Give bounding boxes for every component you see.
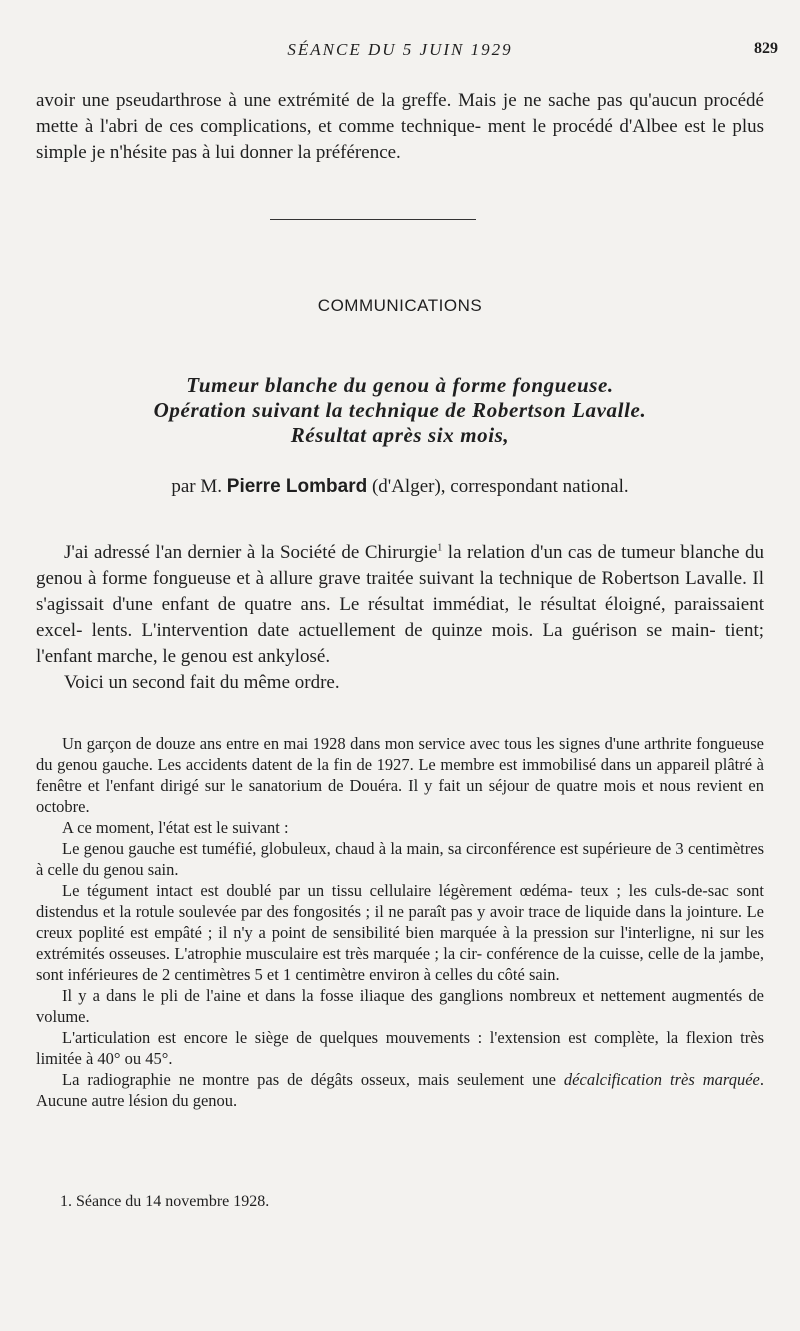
section-divider [270, 219, 476, 220]
article-title [0, 373, 800, 448]
running-head [0, 40, 800, 66]
section-title: COMMUNICATIONS [317, 296, 483, 315]
case-paragraph-7 [36, 1069, 764, 1111]
case-p7-before: La radiographie ne montre pas de dégâts osseux, mais seulement une [62, 1070, 564, 1089]
article-title-line-2: Opération suivant la technique de Robertson Lavalle. [153, 398, 647, 422]
byline [0, 476, 800, 498]
case-p7-italic: décalcification très marquée [563, 1070, 760, 1089]
page-number: 829 [754, 40, 778, 57]
case-paragraph-3: Le genou gauche est tuméfié, globuleux, chaud à la main, sa circonférence est supérieure de 3 centimètres à celle du genou sain. [36, 839, 764, 879]
case-paragraph-1: Un garçon de douze ans entre en mai 1928 dans mon service avec tous les signes d'une arthrite fongueuse du genou gauche. Les accidents datent de la fin de 1927. Le membre est immobilisé dans un appareil plâtré à fenêtre et l'enfant dirigé sur le sanatorium de Douéra. Il y fait un séjour de quatre mois et nous revient en octobre. [36, 734, 764, 816]
footnote: 1. Séance du 14 novembre 1928. [60, 1193, 270, 1210]
continuation-paragraph: avoir une pseudarthrose à une extrémité de la greffe. Mais je ne sache pas qu'aucun procédé mette à l'abri de ces complications, et comme technique- ment le procédé d'Albee est le plus simple je n'hésite pas à lui donner la préférence. [36, 90, 764, 163]
intro-section [36, 540, 764, 696]
case-p7-after: . Aucune autre lésion du genou. [36, 1070, 765, 1110]
case-paragraph-2: A ce moment, l'état est le suivant : [62, 818, 289, 837]
intro-text-after-note: la relation d'un cas de tumeur blanche du genou à forme fongueuse et à allure grave traitée suivant la technique de Robertson Lavalle. Il s'agissait d'une enfant de quatre ans. Le résultat immédiat, le résultat éloigné, paraissaient excel- lents. L'intervention date actuellement de quinze mois. La guérison se main- tient; l'enfant marche, le genou est ankylosé. [36, 542, 764, 667]
intro-text-before-note: J'ai adressé l'an dernier à la Société de Chirurgie [64, 542, 438, 563]
case-paragraph-6: L'articulation est encore le siège de quelques mouvements : l'extension est complète, la flexion très limitée à 40° ou 45°. [36, 1028, 764, 1068]
case-paragraph-5: Il y a dans le pli de l'aine et dans la fosse iliaque des ganglions nombreux et nettement augmentés de volume. [36, 986, 764, 1026]
footnote-reference: 1 [437, 542, 443, 554]
intro-paragraph-1 [36, 540, 764, 670]
article-title-line-3: Résultat après six mois, [290, 423, 510, 447]
intro-paragraph-2: Voici un second fait du même ordre. [64, 672, 340, 693]
running-head-title: SÉANCE DU 5 JUIN 1929 [287, 40, 513, 59]
case-report [36, 733, 764, 1111]
byline-prefix: par M. [171, 476, 223, 497]
case-paragraph-4: Le tégument intact est doublé par un tissu cellulaire légèrement œdéma- teux ; les culs-de-sac sont distendus et la rotule soulevée par des fongosités ; il ne paraît pas y avoir trace de liquide dans la jointure. Le creux poplité est empâté ; il n'y a point de sensibilité bien marquée à la pression sur l'interligne, ni sur les extrémités osseuses. L'atrophie musculaire est très marquée ; la cir- conférence de la cuisse, celle de la jambe, sont inférieures de 2 centimètres 5 et 1 centimètre environ à celles du côté sain. [36, 881, 764, 984]
author-name: Pierre Lombard [226, 476, 368, 497]
article-title-line-1: Tumeur blanche du genou à forme fongueuse. [186, 373, 614, 397]
byline-suffix: (d'Alger), correspondant national. [371, 476, 629, 497]
